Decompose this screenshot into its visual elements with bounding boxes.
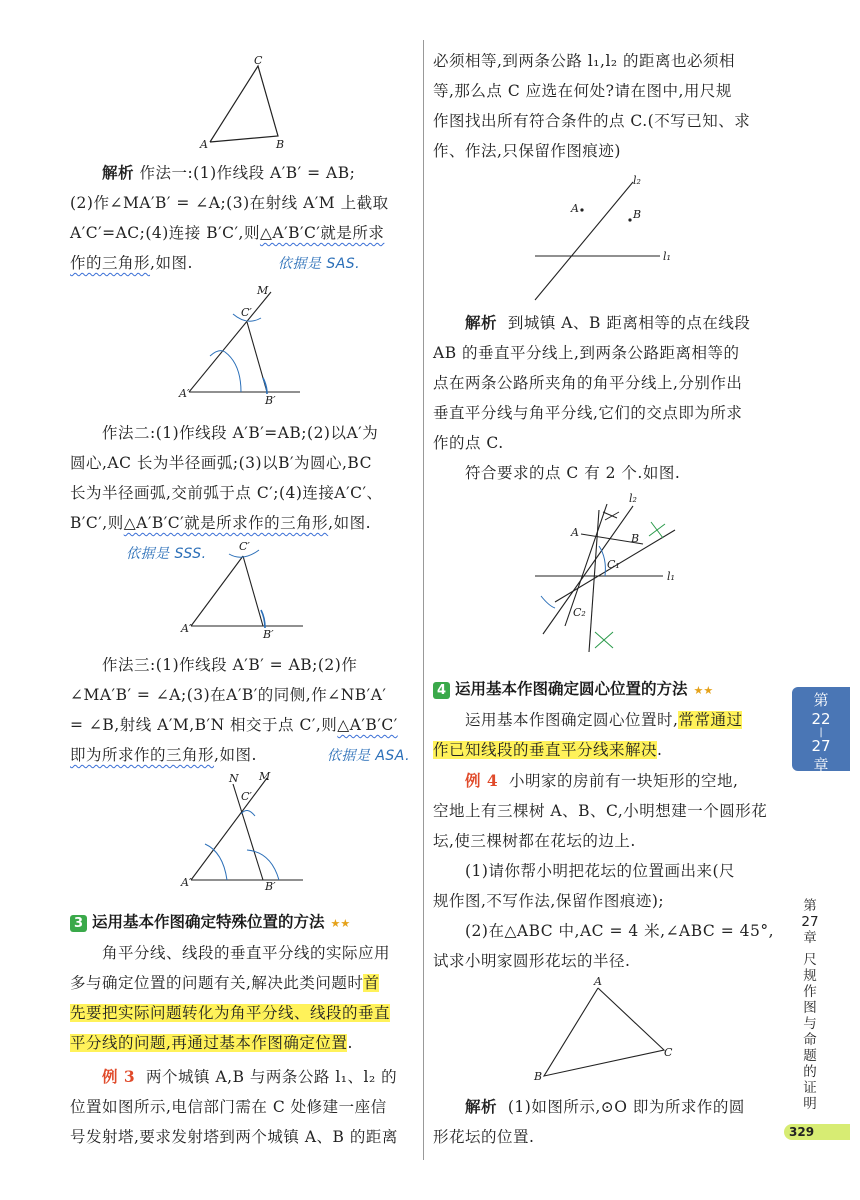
svg-text:A′: A′	[179, 387, 190, 400]
label-a: A	[200, 138, 208, 151]
solution4-paragraph: 解析 (1)如图所示,⊙O 即为所求作的圆 形花坛的位置.	[433, 1097, 745, 1146]
page-number: 329	[784, 1124, 850, 1140]
towns-roads-figure	[525, 172, 685, 306]
svg-text:C₂: C₂	[573, 606, 586, 619]
svg-text:A: A	[594, 975, 602, 988]
svg-text:l₁: l₁	[667, 570, 675, 583]
example4-label: 例 4	[465, 771, 499, 790]
svg-text:B′: B′	[263, 628, 274, 640]
sas-construction-figure	[175, 282, 310, 410]
basis-sss-note: 依据是 SSS.	[126, 546, 207, 562]
svg-text:C: C	[664, 1046, 673, 1059]
basis-asa-note: 依据是 ASA.	[326, 748, 411, 764]
section3-heading: 3 运用基本作图确定特殊位置的方法 ★★	[70, 910, 415, 932]
method2-paragraph: 作法二:(1)作线段 A′B′=AB;(2)以A′为 圆心,AC 长为半径画弧;(3)以B′为圆心,BC 长为半径画弧,交前弧于点 C′;(4)连接A′C′、 B′C′,则△A′B′C′就是所求作的三角形,如图. 依据是 SSS.	[70, 424, 383, 562]
svg-text:C₁: C₁	[607, 558, 620, 571]
svg-text:A: A	[571, 202, 579, 215]
basis-sas-note: 依据是 SAS.	[277, 256, 361, 272]
svg-text:A′: A′	[181, 876, 192, 889]
svg-text:B: B	[633, 208, 642, 221]
section4-paragraph: 运用基本作图确定圆心位置时,常常通过 作已知线段的垂直平分线来解决.	[433, 711, 743, 759]
asa-construction-figure	[175, 770, 310, 892]
svg-text:M: M	[257, 284, 269, 297]
svg-text:C′: C′	[241, 306, 252, 319]
svg-text:A: A	[571, 526, 579, 539]
chapter-label: 第 27 章	[801, 898, 819, 946]
svg-text:C′: C′	[239, 540, 250, 553]
svg-text:A′: A′	[181, 622, 192, 635]
svg-text:l₂: l₂	[629, 492, 637, 505]
svg-text:l₂: l₂	[633, 174, 641, 187]
example3-label: 例 3	[102, 1067, 136, 1086]
example3-paragraph: 例 3 两个城镇 A,B 与两条公路 l₁、l₂ 的 位置如图所示,电信部门需在 C 处修建一座信 号发射塔,要求发射塔到两个城镇 A、B 的距离	[70, 1067, 398, 1146]
sss-construction-figure	[175, 540, 310, 640]
chapter-range-tab: 第 22 | 27 章	[792, 687, 850, 771]
svg-text:C′: C′	[241, 790, 252, 803]
jiexi-label: 解析	[102, 163, 135, 182]
svg-text:N: N	[229, 772, 239, 785]
method3-paragraph: 作法三:(1)作线段 A′B′ = AB;(2)作 ∠MA′B′ = ∠A;(3)在A′B′的同侧,作∠NB′A′ = ∠B,射线 A′M,B′N 相交于点 C′,则△A′B′C′ 即为所求作的三角形,如图. 依据是 ASA.	[70, 656, 411, 764]
chapter-title-vertical	[790, 898, 830, 1112]
flower-bed-triangle-figure	[528, 974, 678, 1086]
solution3-construction-figure	[525, 492, 700, 662]
method1-paragraph: 解析 作法一:(1)作线段 A′B′ = AB; (2)作∠MA′B′ = ∠A;(3)在射线 A′M 上截取 A′C′=AC;(4)连接 B′C′,则△A′B′C′就是所求 作的三角形,如图. 依据是 SAS.	[70, 163, 389, 272]
label-b: B	[276, 138, 285, 151]
chapter-title: 尺 规 作 图 与 命 题 的 证 明	[803, 952, 817, 1112]
svg-text:B′: B′	[265, 394, 276, 407]
section3-paragraph: 角平分线、线段的垂直平分线的实际应用 多与确定位置的问题有关,解决此类问题时首 先要把实际问题转化为角平分线、线段的垂直 平分线的问题,再通过基本作图确定位置.	[70, 944, 391, 1052]
example4-paragraph: 例 4 小明家的房前有一块矩形的空地, 空地上有三棵树 A、B、C,小明想建一个圆形花 坛,使三棵树都在花坛的边上. (1)请你帮小明把花坛的位置画出来(尺 规作图,不写作法,保留作图痕迹); (2)在△ABC 中,AC = 4 米,∠ABC = 45°, 试求小明家圆形花坛的半径.	[433, 771, 775, 970]
svg-text:B: B	[631, 532, 640, 545]
solution3-paragraph: 解析 到城镇 A、B 距离相等的点在线段 AB 的垂直平分线上,到两条公路距离相等的 点在两条公路所夹角的角平分线上,分别作出 垂直平分线与角平分线,它们的交点即为所求 作的点 C. 符合要求的点 C 有 2 个.如图.	[433, 313, 751, 482]
section4-heading: 4 运用基本作图确定圆心位置的方法 ★★	[433, 677, 778, 699]
svg-text:l₁: l₁	[663, 250, 671, 263]
column-divider	[423, 40, 424, 1160]
triangle-abc-figure	[190, 52, 300, 152]
svg-text:B′: B′	[265, 880, 276, 892]
svg-text:M: M	[259, 770, 271, 783]
example3-continued: 必须相等,到两条公路 l₁,l₂ 的距离也必须相 等,那么点 C 应选在何处?请在图中,用尺规 作图找出所有符合条件的点 C.(不写已知、求 作、作法,只保留作图痕迹)	[433, 52, 751, 160]
svg-text:B: B	[534, 1070, 543, 1083]
label-c: C	[254, 54, 263, 67]
